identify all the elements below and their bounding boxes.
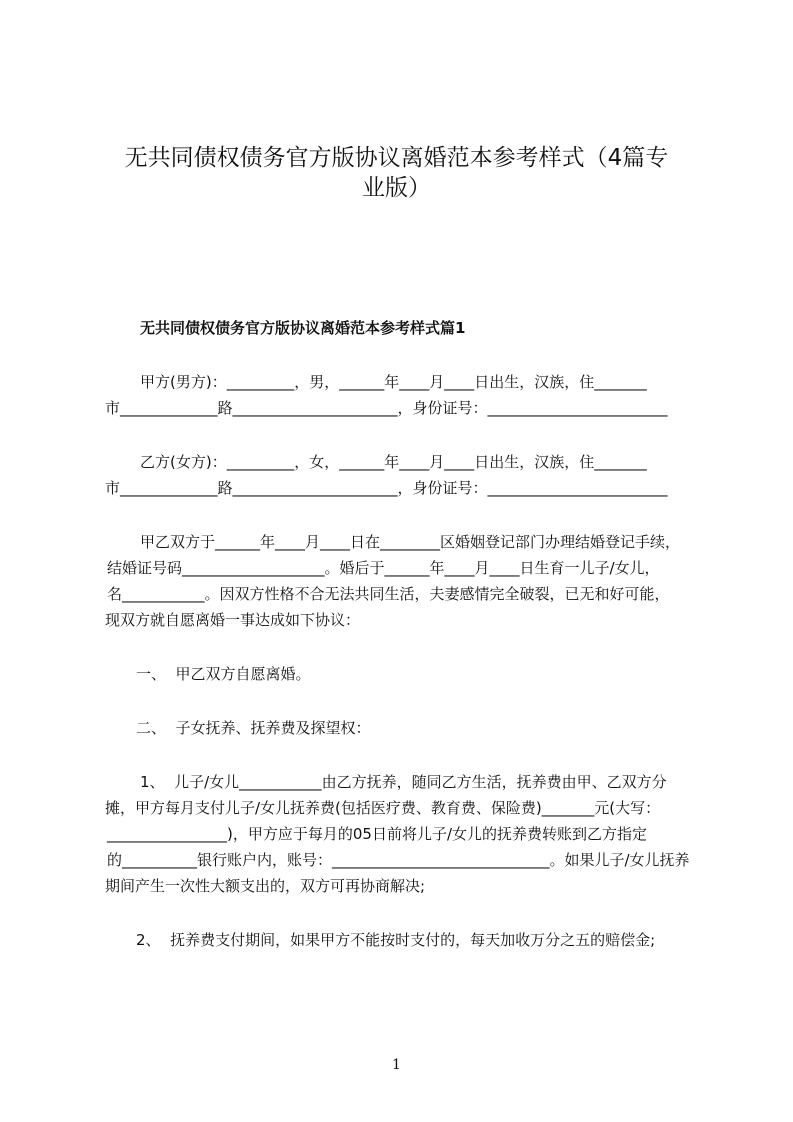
intro-line-1: 甲乙双方于______年____月____日在________区婚姻登记部门办理结婚登记手续， — [140, 533, 681, 551]
item-1-line-4: 的__________银行账户内，账号：_____________________________。如果儿子/女儿抚养 — [107, 851, 690, 869]
intro-line-4: 现双方就自愿离婚一事达成如下协议： — [105, 611, 361, 629]
title-line-2: 业版） — [362, 175, 431, 201]
party-b-line-2: 市_____________路______________________，身份证号：________________________ — [105, 479, 668, 497]
document-title — [100, 143, 693, 203]
party-a-line-2: 市_____________路______________________，身份证号：________________________ — [105, 399, 668, 417]
clause-2: 二、 子女抚养、抚养费及探望权： — [136, 719, 371, 737]
party-b-line-1: 乙方(女方)：_________，女，______年____月____日出生，汉族，住_______ — [140, 453, 647, 471]
page-number: 1 — [392, 1057, 401, 1073]
item-1-line-1: 1、 儿子/女儿___________由乙方抚养，随同乙方生活，抚养费由甲、乙双方分 — [140, 773, 667, 791]
section-heading: 无共同债权债务官方版协议离婚范本参考样式篇1 — [140, 319, 466, 337]
intro-line-2: 结婚证号码___________________。婚后于______年____月____日生育一儿子/女儿， — [107, 559, 660, 577]
party-a-line-1: 甲方(男方)：_________，男，______年____月____日出生，汉族，住_______ — [140, 373, 647, 391]
item-1-line-2: 摊，甲方每月支付儿子/女儿抚养费(包括医疗费、教育费、保险费)_______元(大写： — [105, 799, 661, 817]
clause-1: 一、 甲乙双方自愿离婚。 — [136, 665, 311, 683]
intro-line-3: 名___________。因双方性格不合无法共同生活，夫妻感情完全破裂，已无和好可能， — [107, 585, 670, 603]
item-1-line-3: ________________)，甲方应于每月的05日前将儿子/女儿的抚养费转账到乙方指定 — [107, 825, 647, 843]
item-2: 2、 抚养费支付期间，如果甲方不能按时支付的，每天加收万分之五的赔偿金; — [136, 931, 656, 949]
title-line-1: 无共同债权债务官方版协议离婚范本参考样式（4篇专 — [124, 145, 669, 171]
item-1-line-5: 期间产生一次性大额支出的，双方可再协商解决; — [105, 877, 426, 895]
